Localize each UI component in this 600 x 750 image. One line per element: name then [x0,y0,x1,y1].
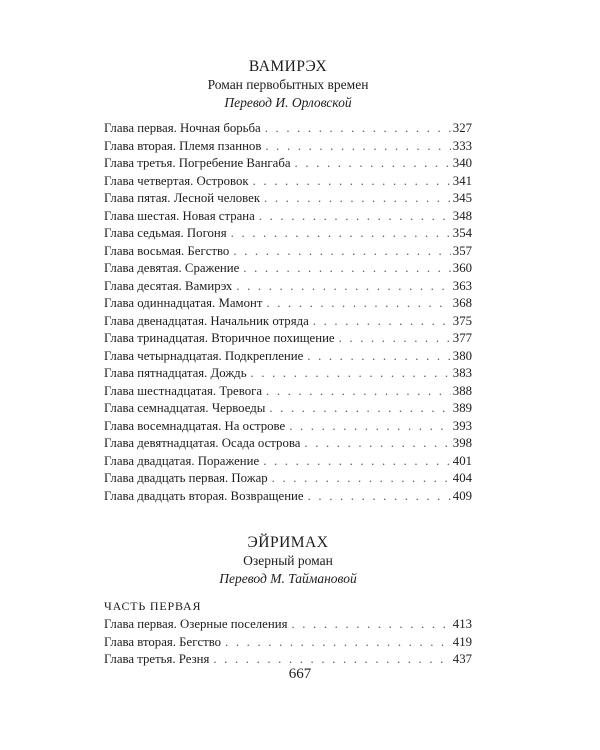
chapter-title: Глава седьмая. Погоня [104,226,227,240]
chapter-title: Глава пятая. Лесной человек [104,191,261,205]
chapter-title: Глава первая. Озерные поселения [104,617,288,631]
chapter-page-number: 363 [452,278,472,293]
dot-leader [225,634,451,652]
toc-entry [104,260,472,278]
chapter-page-number: 327 [452,121,472,135]
dot-leader [295,155,451,173]
toc-entry [104,295,472,313]
dot-leader [313,313,451,331]
chapter-page-number: 409 [452,488,472,503]
chapter-page-number: 404 [452,471,472,485]
dot-leader [266,383,451,401]
dot-leader [231,225,451,243]
toc-entry [104,173,472,191]
translator-credit: Перевод М. Таймановой [219,571,357,586]
chapter-title: Глава шестнадцатая. Тревога [104,383,263,398]
dot-leader [304,435,450,453]
dot-leader [263,453,451,471]
chapter-page-number: 340 [452,156,472,170]
chapter-title: Глава вторая. Племя пзаннов [104,138,262,153]
section-subtitle: Роман первобытных времен [207,77,369,92]
dot-leader [233,243,450,261]
chapter-page-number: 437 [452,652,472,666]
section-subtitle: Озерный роман [243,553,333,568]
chapter-title: Глава двенадцатая. Начальник отряда [104,313,309,328]
toc-entry [104,138,472,156]
toc-entry [104,470,472,488]
toc-entry [104,488,472,506]
dot-leader [259,208,451,226]
chapter-title: Глава вторая. Бегство [104,634,222,649]
chapter-title: Глава семнадцатая. Червоеды [104,401,266,415]
section-title: ЭЙРИМАХ [247,534,329,551]
toc-entry [104,225,472,243]
chapter-title: Глава шестая. Новая страна [104,208,255,223]
chapter-page-number: 388 [452,383,472,398]
toc-entry [104,155,472,173]
section-title: ВАМИРЭХ [248,58,328,75]
chapter-page-number: 375 [452,313,472,328]
dot-leader [264,190,451,208]
chapter-title: Глава двадцать первая. Пожар [104,471,268,485]
page-number: 667 [288,666,312,682]
chapter-page-number: 398 [452,436,472,450]
dot-leader [269,400,450,418]
chapter-page-number: 419 [452,634,472,649]
chapter-page-number: 368 [452,296,472,310]
chapter-page-number: 377 [452,331,472,345]
dot-leader [253,173,451,191]
chapter-page-number: 401 [452,453,472,468]
chapter-title: Глава четвертая. Островок [104,173,249,188]
chapter-title: Глава четырнадцатая. Подкрепление [104,348,304,363]
chapter-title: Глава восьмая. Бегство [104,243,230,258]
chapter-title: Глава тринадцатая. Вторичное похищение [104,331,335,345]
dot-leader [272,470,451,488]
chapter-page-number: 393 [452,418,472,433]
chapter-title: Глава девятая. Сражение [104,261,240,275]
section-heading [104,534,472,588]
toc-entry [104,418,472,436]
translator-credit: Перевод И. Орловской [224,95,352,110]
chapter-page-number: 389 [452,401,472,415]
chapter-title: Глава девятнадцатая. Осада острова [104,436,301,450]
section-heading [104,58,472,112]
toc-entry [104,365,472,383]
dot-leader [308,488,451,506]
dot-leader [243,260,451,278]
toc-entry [104,243,472,261]
chapter-page-number: 360 [452,261,472,275]
dot-leader [265,138,450,156]
part-heading: ЧАСТЬ ПЕРВАЯ [104,599,202,613]
chapter-page-number: 348 [452,208,472,223]
chapter-title: Глава третья. Погребение Вангаба [104,156,291,170]
chapter-title: Глава одиннадцатая. Мамонт [104,296,263,310]
chapter-page-number: 354 [452,226,472,240]
toc-entry [104,208,472,226]
toc-entry [104,634,472,652]
section-eyrimah [104,534,472,669]
chapter-page-number: 341 [452,173,472,188]
toc-entry [104,330,472,348]
dot-leader [236,278,450,296]
toc-list [104,616,472,669]
toc-entry [104,453,472,471]
toc-list [104,120,472,505]
section-vamireh [104,58,472,505]
chapter-title: Глава пятнадцатая. Дождь [104,366,247,380]
toc-entry [104,278,472,296]
chapter-title: Глава первая. Ночная борьба [104,121,261,135]
chapter-page-number: 383 [452,366,472,380]
dot-leader [251,365,451,383]
chapter-page-number: 380 [452,348,472,363]
toc-entry [104,313,472,331]
toc-entry [104,435,472,453]
toc-entry [104,616,472,634]
toc-entry [104,383,472,401]
dot-leader [339,330,451,348]
toc-entry [104,120,472,138]
chapter-page-number: 413 [452,617,472,631]
chapter-page-number: 333 [452,138,472,153]
chapter-title: Глава десятая. Вамирэх [104,278,233,293]
toc-entry [104,400,472,418]
chapter-page-number: 345 [452,191,472,205]
chapter-title: Глава двадцатая. Поражение [104,453,260,468]
dot-leader [266,295,450,313]
dot-leader [307,348,451,366]
toc-entry [104,190,472,208]
chapter-title: Глава двадцать вторая. Возвращение [104,488,304,503]
dot-leader [265,120,451,138]
toc-entry [104,348,472,366]
dot-leader [291,616,450,634]
chapter-title: Глава восемнадцатая. На острове [104,418,286,433]
chapter-page-number: 357 [452,243,472,258]
chapter-title: Глава третья. Резня [104,652,210,666]
dot-leader [289,418,451,436]
